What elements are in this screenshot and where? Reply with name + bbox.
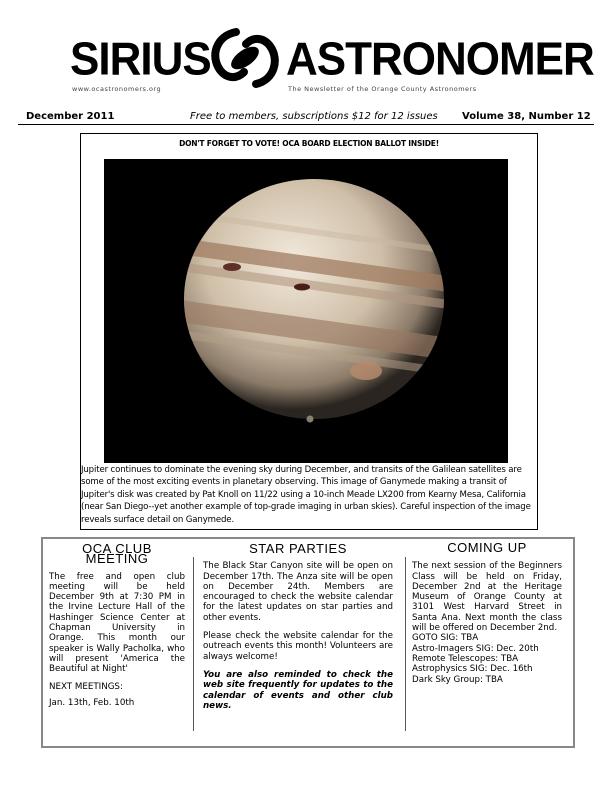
masthead-tagline: The Newsletter of the Orange County Astronomers bbox=[288, 85, 477, 93]
jupiter-photo bbox=[104, 159, 508, 463]
sig-item: Astro-Imagers SIG: Dec. 20th bbox=[412, 643, 539, 654]
issue-date: December 2011 bbox=[26, 111, 115, 122]
star-parties-para1: The Black Star Canyon site will be open on December 17th. The Anza site will be open on December 24th. Members are encouraged to check the website calendar for the latest updates on star parties and other events. bbox=[203, 561, 393, 623]
club-meeting-column bbox=[49, 541, 185, 708]
next-meetings-dates: Jan. 13th, Feb. 10th bbox=[49, 697, 135, 708]
election-notice: DON'T FORGET TO VOTE! OCA BOARD ELECTION BALLOT INSIDE! bbox=[179, 139, 439, 148]
column-divider bbox=[405, 557, 406, 731]
star-parties-heading: STAR PARTIES bbox=[249, 541, 347, 556]
feature-box bbox=[80, 133, 538, 530]
next-meetings-label: NEXT MEETINGS: bbox=[49, 681, 123, 692]
coming-up-heading: COMING UP bbox=[447, 540, 527, 555]
column-divider bbox=[193, 557, 194, 731]
sig-item: GOTO SIG: TBA bbox=[412, 633, 479, 644]
header-rule bbox=[18, 124, 594, 125]
star-parties-reminder: You are also reminded to check the web site frequently for updates to the calendar of events and other club news. bbox=[203, 669, 393, 711]
club-meeting-heading: OCA CLUB MEETING bbox=[82, 541, 152, 567]
star-parties-para2: Please check the website calendar for the outreach events this month! Volunteers are always welcome! bbox=[203, 631, 393, 662]
sig-item: Dark Sky Group: TBA bbox=[412, 674, 503, 685]
sig-item: Astrophysics SIG: Dec. 16th bbox=[412, 664, 533, 675]
photo-caption: Jupiter continues to dominate the evening sky during December, and transits of the Galilean satellites are some of the most exciting events in planetary observing. This image of Ganymede making a transit of Jupiter's disk was created by Pat Knoll on 11/22 using a 10-inch Meade LX200 from Kearny Mesa, California (near San Diego--yet another example of top-grade imaging in urban skies). Careful inspection of the image reveals surface detail on Ganymede. bbox=[81, 465, 531, 525]
subscription-info: Free to members, subscriptions $12 for 12 issues bbox=[190, 111, 438, 122]
masthead-title-right: ASTRONOMER bbox=[286, 33, 594, 86]
masthead-website[interactable]: www.ocastronomers.org bbox=[72, 85, 162, 93]
jupiter-image bbox=[104, 159, 508, 463]
sig-item: Remote Telescopes: TBA bbox=[412, 653, 519, 664]
club-meeting-body: The free and open club meeting will be held December 9th at 7:30 PM in the Irvine Lecture Hall of the Hashinger Science Center at Chapman University in Orange. This month our speaker is Wally Pacholka, who will present 'America the Beautiful at Night' bbox=[49, 571, 185, 675]
events-box bbox=[41, 537, 575, 748]
volume-number: Volume 38, Number 12 bbox=[462, 111, 591, 122]
masthead-title-left: SIRIUS bbox=[70, 33, 211, 86]
coming-up-column bbox=[412, 540, 562, 685]
star-parties-column bbox=[203, 541, 393, 711]
coming-up-body: The next session of the Beginners Class will be held on Friday, December 2nd at the Heritage Museum of Orange County at 3101 West Harvard Street in Santa Ana. Next month the class will be offered on December 2nd. bbox=[412, 561, 562, 634]
sirius-logo-icon bbox=[206, 26, 284, 90]
